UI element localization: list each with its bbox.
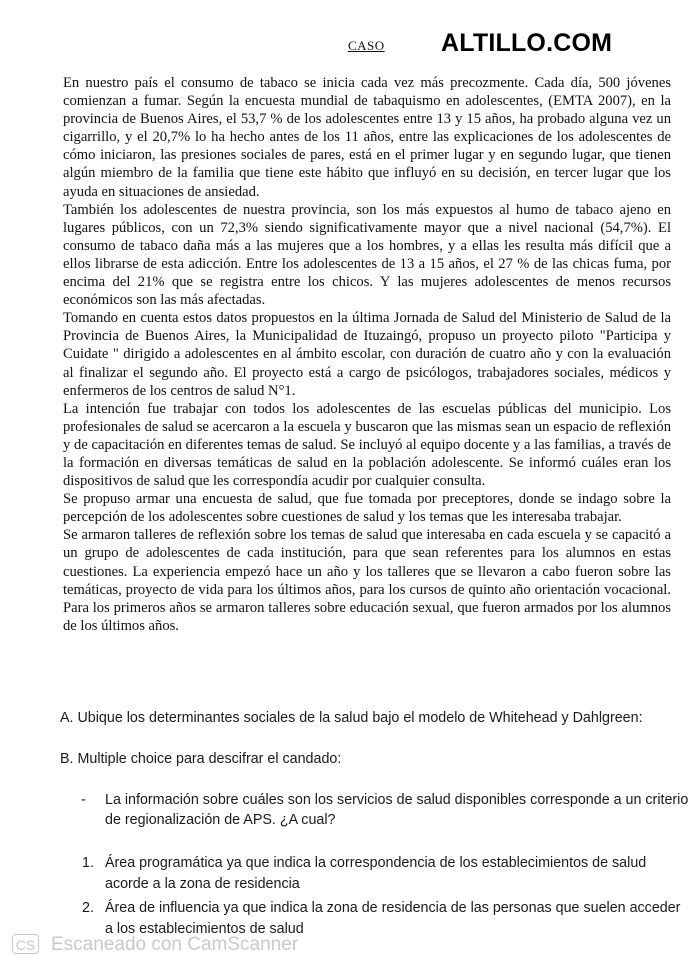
paragraph-intencion: La intención fue trabajar con todos los adolescentes de las escuelas públicas del municipio. Los profesionales de salud se acercaron a la escuela y buscaron que las mismas sean un espacio de reflexión y de capacitación en diferentes temas de salud. Se incluyó al equipo docente y a las familias, a través de la formación en diversas temáticas de salud en la población adolescente. Se informó cuáles eran los dispositivos de salud que les correspondía acudir por cualquier consulta. bbox=[63, 400, 671, 490]
paragraph-proyecto-piloto: Tomando en cuenta estos datos propuestos en la última Jornada de Salud del Ministerio de Salud de la Provincia de Buenos Aires, la Municipalidad de Ituzaingó, propuso un proyecto piloto "Participa y Cuidate " dirigido a adolescentes en al ámbito escolar, con duración de cuatro año y con la evaluación al finalizar el segundo año. El proyecto está a cargo de psicólogos, trabajadores sociales, médicos y enfermeros de los centros de salud N°1. bbox=[63, 310, 671, 399]
question-a: A. Ubique los determinantes sociales de la salud bajo el modelo de Whitehead y Dahlgreen: bbox=[60, 710, 643, 726]
option-text: Área de influencia ya que indica la zona de residencia de las personas que suelen acceder a los establecimientos de salud bbox=[105, 900, 681, 937]
bullet-text: La información sobre cuáles son los servicios de salud disponibles corresponde a un criterio de regionalización de APS. ¿A cual? bbox=[105, 792, 689, 828]
paragraph-tabaco-inicio: En nuestro país el consumo de tabaco se inicia cada vez más precozmente. Cada día, 500 jóvenes comienzan a fumar. Según la encuesta mundial de tabaquismo en adolescentes, (EMTA 2007), en la provincia de Buenos Aires, el 53,7 % de los adolescentes entre 13 y 15 años, ha probado alguna vez un cigarrillo, y el 20,7% lo ha hecho antes de los 11 años, entre las explicaciones de los adolescentes de cómo iniciaron, las presiones sociales de pares, está en el primer lugar y en segundo lugar, que tienen algún miembro de la familia que tiene este hábito que influyó en su decisión, en tercer lugar que los ayuda en situaciones de ansiedad. bbox=[63, 75, 671, 200]
paragraph-talleres: Se armaron talleres de reflexión sobre los temas de salud que interesaba en cada escuela y se capacitó a un grupo de adolescentes de cada institución, para que sean referentes para los alumnos en estas cuestiones. La experiencia empezó hace un año y los talleres que se llevaron a cabo fueron sobre las temáticas, proyecto de vida para los últimos años, para los cursos de quinto año orientación vocacional. Para los primeros años se armaron talleres sobre educación sexual, que fueron armados por los alumnos de los últimos años. bbox=[63, 527, 671, 634]
paragraph-encuesta: Se propuso armar una encuesta de salud, que fue tomada por preceptores, donde se indago sobre la percepción de los adolescentes sobre cuestiones de salud y los temas que les interesaba trabajar. bbox=[63, 491, 671, 526]
brand-logo-text: ALTILLO.COM bbox=[441, 29, 613, 57]
question-b: B. Multiple choice para descifrar el candado: bbox=[60, 751, 342, 767]
option-text: Área programática ya que indica la correspondencia de los establecimientos de salud acorde a la zona de residencia bbox=[105, 855, 647, 892]
paragraph-humo-ajeno: También los adolescentes de nuestra provincia, son los más expuestos al humo de tabaco ajeno en lugares públicos, con un 72,3% siendo significativamente mayor que a nivel nacional (54,7%). El consumo de tabaco daña más a las mujeres que a los hombres, y a ellas les resulta más difícil que a ellos librarse de esta adicción. Entre los adolescentes de 13 a 15 años, el 27 % de las chicas fuma, por encima del 21% que se registra entre los chicos. Y las mujeres adolescentes de menos recursos económicos son las más afectadas. bbox=[63, 201, 671, 309]
case-body bbox=[63, 74, 671, 635]
case-heading: CASO bbox=[348, 38, 385, 53]
camscanner-logo-icon: CS bbox=[12, 934, 39, 954]
option-number: 1. bbox=[82, 855, 94, 871]
camscanner-watermark bbox=[12, 934, 298, 956]
option-number: 2. bbox=[82, 900, 94, 916]
bullet-dash: - bbox=[81, 792, 86, 808]
watermark-text: Escaneado con CamScanner bbox=[51, 934, 299, 955]
